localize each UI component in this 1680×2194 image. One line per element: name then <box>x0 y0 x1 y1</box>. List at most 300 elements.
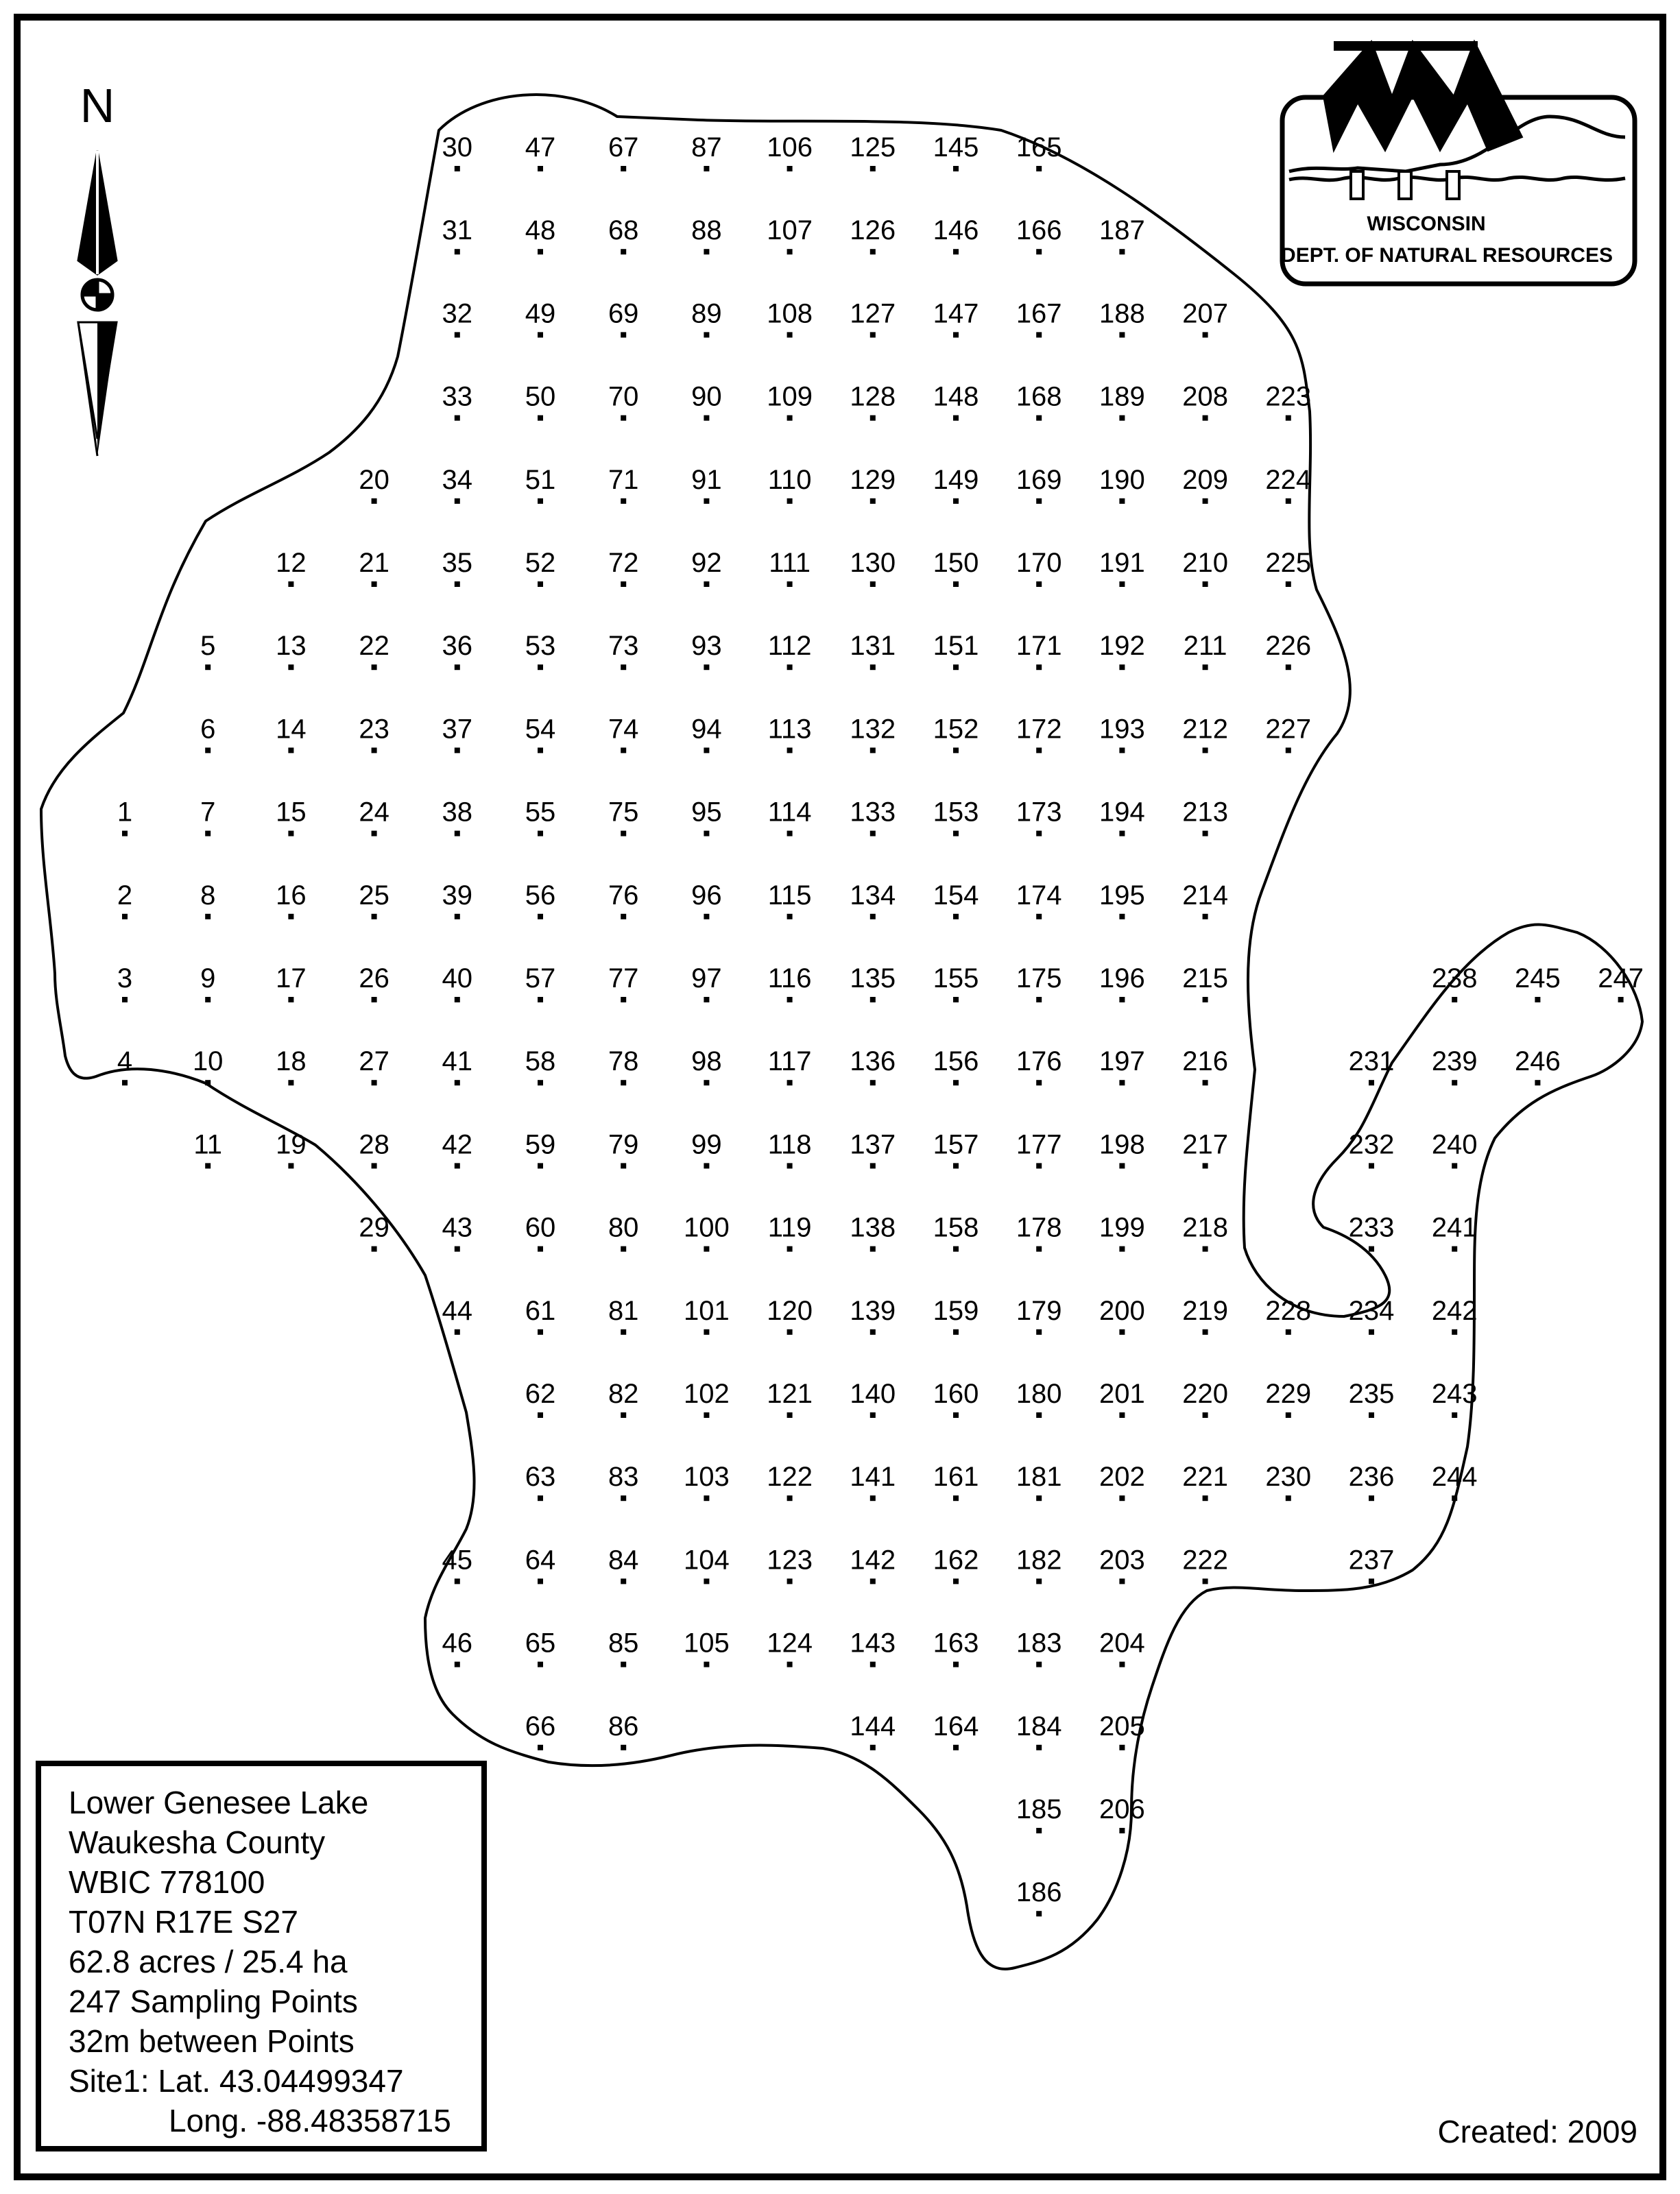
sampling-point-132 <box>850 714 896 753</box>
sampling-point-92 <box>691 548 722 587</box>
sampling-point-134 <box>850 880 896 919</box>
sampling-point-18 <box>276 1046 307 1085</box>
logo-agency-line1: WISCONSIN <box>1367 213 1486 235</box>
sampling-point-label: 158 <box>933 1212 979 1243</box>
sampling-point-label: 215 <box>1182 963 1228 993</box>
sampling-point-marker <box>372 1246 377 1252</box>
sampling-point-label: 157 <box>933 1129 979 1160</box>
sampling-point-label: 12 <box>276 548 307 578</box>
sampling-point-label: 212 <box>1182 714 1228 745</box>
sampling-point-57 <box>525 963 556 1002</box>
sampling-point-216 <box>1182 1046 1228 1085</box>
sampling-point-label: 143 <box>850 1628 896 1659</box>
sampling-point-marker <box>538 249 543 254</box>
sampling-point-marker <box>1203 415 1208 421</box>
sampling-point-marker <box>1369 1080 1374 1085</box>
sampling-point-marker <box>1203 914 1208 919</box>
sampling-point-154 <box>933 880 979 919</box>
sampling-point-label: 6 <box>200 714 216 745</box>
sampling-point-label: 231 <box>1348 1046 1395 1077</box>
sampling-point-marker <box>621 1412 626 1418</box>
sampling-point-16 <box>276 880 307 919</box>
sampling-point-marker <box>538 1080 543 1085</box>
sampling-point-marker <box>621 1662 626 1667</box>
sampling-point-167 <box>1016 298 1062 337</box>
lake-name: Lower Genesee Lake <box>69 1785 369 1820</box>
sampling-point-label: 186 <box>1016 1877 1062 1908</box>
sampling-point-label: 37 <box>442 714 473 745</box>
sampling-point-158 <box>933 1213 979 1252</box>
sampling-point-21 <box>359 548 389 587</box>
north-arrow <box>78 79 117 456</box>
sampling-point-label: 240 <box>1431 1129 1478 1160</box>
sampling-point-marker <box>953 1080 959 1085</box>
sampling-point-marker <box>1036 1495 1042 1501</box>
sampling-point-label: 40 <box>442 963 473 993</box>
sampling-point-165 <box>1016 132 1062 171</box>
sampling-point-marker <box>538 1745 543 1750</box>
sampling-point-marker <box>1369 1495 1374 1501</box>
sampling-point-label: 106 <box>767 132 813 162</box>
sampling-point-marker <box>621 914 626 919</box>
sampling-point-129 <box>850 465 896 504</box>
sampling-point-marker <box>870 1080 876 1085</box>
sampling-point-65 <box>525 1628 556 1667</box>
sampling-point-label: 122 <box>767 1462 813 1493</box>
sampling-point-27 <box>359 1046 389 1085</box>
sampling-point-100 <box>684 1213 730 1252</box>
sampling-point-219 <box>1182 1296 1228 1335</box>
sampling-point-label: 225 <box>1265 548 1312 578</box>
sampling-point-marker <box>1535 997 1540 1002</box>
sampling-point-marker <box>621 249 626 254</box>
sampling-point-label: 10 <box>192 1046 224 1077</box>
sampling-point-64 <box>525 1545 556 1584</box>
sampling-point-131 <box>850 631 896 670</box>
sampling-point-153 <box>933 797 979 836</box>
sampling-point-marker <box>538 1578 543 1584</box>
sampling-point-label: 246 <box>1515 1046 1561 1077</box>
sampling-point-marker <box>372 664 377 670</box>
sampling-point-130 <box>850 548 896 587</box>
sampling-point-66 <box>525 1711 556 1750</box>
sampling-point-marker <box>1119 831 1125 836</box>
sampling-point-marker <box>1036 1911 1042 1916</box>
sampling-point-155 <box>933 963 979 1002</box>
sampling-point-195 <box>1099 880 1145 919</box>
sampling-point-147 <box>933 298 979 337</box>
sampling-point-label: 33 <box>442 381 473 412</box>
sampling-point-label: 4 <box>117 1046 133 1077</box>
sampling-point-180 <box>1016 1379 1062 1418</box>
sampling-point-234 <box>1349 1296 1395 1335</box>
sampling-point-label: 152 <box>933 714 979 745</box>
sampling-point-label: 192 <box>1099 631 1145 662</box>
sampling-point-label: 94 <box>691 714 722 745</box>
sampling-point-marker <box>704 249 709 254</box>
sampling-point-101 <box>684 1296 730 1335</box>
sampling-point-185 <box>1016 1794 1062 1833</box>
sampling-point-marker <box>455 1080 460 1085</box>
sampling-point-marker <box>787 249 793 254</box>
sampling-point-36 <box>442 631 473 670</box>
sampling-point-17 <box>276 963 307 1002</box>
sampling-point-192 <box>1099 631 1145 670</box>
sampling-point-182 <box>1016 1545 1062 1584</box>
sampling-point-marker <box>205 1080 211 1085</box>
sampling-point-marker <box>288 997 293 1002</box>
sampling-point-33 <box>442 382 473 421</box>
sampling-point-marker <box>1286 747 1291 753</box>
sampling-point-label: 97 <box>691 963 722 993</box>
sampling-point-103 <box>684 1462 730 1501</box>
sampling-point-label: 205 <box>1099 1711 1145 1741</box>
sampling-point-label: 201 <box>1099 1379 1145 1409</box>
sampling-point-63 <box>525 1462 556 1501</box>
sampling-point-marker <box>870 498 876 504</box>
sampling-point-marker <box>288 747 293 753</box>
sampling-point-211 <box>1184 631 1227 670</box>
sampling-point-151 <box>933 631 979 670</box>
sampling-point-label: 42 <box>442 1129 473 1160</box>
sampling-point-label: 107 <box>767 215 813 246</box>
sampling-point-110 <box>768 465 812 504</box>
sampling-point-marker <box>1119 1495 1125 1501</box>
sampling-point-marker <box>1203 997 1208 1002</box>
sampling-point-marker <box>288 1163 293 1168</box>
sampling-point-label: 139 <box>850 1295 896 1326</box>
sampling-point-label: 27 <box>359 1046 389 1077</box>
sampling-point-label: 155 <box>933 963 979 993</box>
sampling-point-marker <box>1369 1329 1374 1335</box>
sampling-point-145 <box>933 132 979 171</box>
sampling-point-marker <box>455 581 460 587</box>
sampling-point-label: 146 <box>933 215 979 246</box>
sampling-point-label: 184 <box>1016 1711 1062 1741</box>
sampling-point-label: 55 <box>525 797 556 828</box>
sampling-point-178 <box>1016 1213 1062 1252</box>
sampling-point-45 <box>442 1545 473 1584</box>
sampling-point-label: 171 <box>1016 631 1062 662</box>
sampling-point-label: 220 <box>1182 1379 1228 1409</box>
sampling-point-marker <box>704 1662 709 1667</box>
sampling-point-label: 222 <box>1182 1545 1228 1576</box>
sampling-point-138 <box>850 1213 896 1252</box>
sampling-point-label: 227 <box>1265 714 1312 745</box>
sampling-point-38 <box>442 797 473 836</box>
sampling-point-117 <box>768 1046 812 1085</box>
sampling-point-marker <box>205 664 211 670</box>
sampling-point-marker <box>870 1578 876 1584</box>
sampling-point-label: 229 <box>1265 1379 1312 1409</box>
sampling-point-marker <box>704 1080 709 1085</box>
sampling-point-56 <box>525 880 556 919</box>
sampling-point-marker <box>1119 415 1125 421</box>
sampling-point-label: 16 <box>276 880 307 911</box>
sampling-point-176 <box>1016 1046 1062 1085</box>
sampling-point-marker <box>953 1662 959 1667</box>
sampling-point-94 <box>691 714 722 753</box>
sampling-point-171 <box>1016 631 1062 670</box>
sampling-point-label: 244 <box>1431 1462 1478 1493</box>
sampling-point-label: 156 <box>933 1046 979 1077</box>
sampling-point-label: 137 <box>850 1129 896 1160</box>
sampling-point-label: 195 <box>1099 880 1145 911</box>
sampling-point-marker <box>538 332 543 337</box>
sampling-point-222 <box>1182 1545 1228 1584</box>
sampling-point-label: 185 <box>1016 1794 1062 1824</box>
sampling-point-marker <box>621 747 626 753</box>
sampling-point-39 <box>442 880 473 919</box>
sampling-point-label: 164 <box>933 1711 979 1741</box>
sampling-point-73 <box>608 631 639 670</box>
sampling-point-2 <box>117 880 132 919</box>
sampling-point-144 <box>850 1711 896 1750</box>
sampling-point-marker <box>787 1412 793 1418</box>
sampling-point-label: 64 <box>525 1545 556 1576</box>
sampling-point-label: 167 <box>1016 298 1062 329</box>
sampling-point-marker <box>288 831 293 836</box>
sampling-point-203 <box>1099 1545 1145 1584</box>
sampling-point-marker <box>621 831 626 836</box>
sampling-point-marker <box>704 166 709 171</box>
sampling-point-201 <box>1099 1379 1145 1418</box>
sampling-point-marker <box>1203 747 1208 753</box>
sampling-point-marker <box>1119 664 1125 670</box>
sampling-point-marker <box>953 1163 959 1168</box>
sampling-point-marker <box>870 1662 876 1667</box>
sampling-point-marker <box>870 664 876 670</box>
sampling-point-label: 57 <box>525 963 556 993</box>
sampling-point-135 <box>850 963 896 1002</box>
sampling-point-marker <box>1119 914 1125 919</box>
sampling-point-label: 9 <box>200 963 216 993</box>
sampling-point-marker <box>1286 581 1291 587</box>
sampling-point-207 <box>1182 298 1228 337</box>
sampling-point-marker <box>870 581 876 587</box>
sampling-point-marker <box>953 415 959 421</box>
county: Waukesha County <box>69 1824 326 1860</box>
sampling-point-marker <box>704 1578 709 1584</box>
sampling-point-marker <box>704 415 709 421</box>
sampling-point-226 <box>1265 631 1311 670</box>
sampling-point-label: 51 <box>525 464 556 495</box>
sampling-point-157 <box>933 1129 979 1168</box>
sampling-point-83 <box>608 1462 639 1501</box>
sampling-point-marker <box>455 1163 460 1168</box>
sampling-point-label: 103 <box>684 1462 730 1493</box>
sampling-point-marker <box>870 166 876 171</box>
sampling-point-24 <box>359 797 389 836</box>
sampling-point-label: 206 <box>1099 1794 1145 1824</box>
north-label: N <box>80 79 115 132</box>
sampling-point-150 <box>933 548 979 587</box>
sampling-point-168 <box>1016 382 1062 421</box>
sampling-point-29 <box>359 1213 389 1252</box>
sampling-point-label: 177 <box>1016 1129 1062 1160</box>
sampling-point-marker <box>538 166 543 171</box>
sampling-point-label: 233 <box>1348 1212 1395 1243</box>
sampling-point-31 <box>442 215 473 254</box>
sampling-point-marker <box>953 664 959 670</box>
sampling-point-96 <box>691 880 722 919</box>
sampling-point-label: 138 <box>850 1212 896 1243</box>
sampling-point-170 <box>1016 548 1062 587</box>
sampling-point-label: 34 <box>442 464 473 495</box>
sampling-point-label: 62 <box>525 1379 556 1409</box>
sampling-point-marker <box>1036 498 1042 504</box>
sampling-point-228 <box>1265 1296 1311 1335</box>
sampling-point-label: 39 <box>442 880 473 911</box>
sampling-point-marker <box>455 914 460 919</box>
sampling-point-marker <box>372 831 377 836</box>
sampling-point-label: 26 <box>359 963 389 993</box>
sampling-point-label: 79 <box>608 1129 639 1160</box>
sampling-point-marker <box>787 747 793 753</box>
sampling-point-marker <box>787 166 793 171</box>
sampling-point-marker <box>870 1329 876 1335</box>
sampling-point-label: 217 <box>1182 1129 1228 1160</box>
sampling-point-label: 175 <box>1016 963 1062 993</box>
sampling-point-114 <box>768 797 812 836</box>
sampling-point-marker <box>953 747 959 753</box>
sampling-point-marker <box>538 415 543 421</box>
sampling-point-label: 188 <box>1099 298 1145 329</box>
sampling-point-237 <box>1349 1545 1395 1584</box>
sampling-point-marker <box>621 1163 626 1168</box>
sampling-point-marker <box>787 914 793 919</box>
sampling-point-marker <box>455 249 460 254</box>
sampling-point-marker <box>288 581 293 587</box>
sampling-point-label: 161 <box>933 1462 979 1493</box>
sampling-point-106 <box>767 132 813 171</box>
sampling-point-marker <box>538 997 543 1002</box>
sampling-point-marker <box>1036 747 1042 753</box>
sampling-point-label: 179 <box>1016 1295 1062 1326</box>
sampling-point-marker <box>953 1329 959 1335</box>
sampling-point-label: 110 <box>767 464 812 495</box>
sampling-point-122 <box>767 1462 813 1501</box>
sampling-point-label: 182 <box>1016 1545 1062 1576</box>
sampling-point-label: 223 <box>1265 381 1312 412</box>
sampling-point-label: 133 <box>850 797 896 828</box>
sampling-point-75 <box>608 797 639 836</box>
sampling-point-marker <box>953 581 959 587</box>
sampling-point-label: 165 <box>1016 132 1062 162</box>
sampling-point-12 <box>276 548 307 587</box>
sampling-point-marker <box>870 1495 876 1501</box>
sampling-point-88 <box>691 215 722 254</box>
sampling-point-label: 125 <box>850 132 896 162</box>
sampling-point-163 <box>933 1628 979 1667</box>
sampling-point-42 <box>442 1129 473 1168</box>
sampling-point-43 <box>442 1213 473 1252</box>
sampling-point-239 <box>1432 1046 1478 1085</box>
sampling-point-label: 98 <box>691 1046 722 1077</box>
sampling-point-52 <box>525 548 556 587</box>
sampling-point-7 <box>200 797 215 836</box>
sampling-point-label: 148 <box>933 381 979 412</box>
sampling-point-label: 239 <box>1431 1046 1478 1077</box>
sampling-point-label: 35 <box>442 548 473 578</box>
sampling-point-30 <box>442 132 473 171</box>
sampling-point-marker <box>122 831 128 836</box>
sampling-point-marker <box>1036 166 1042 171</box>
sampling-point-206 <box>1099 1794 1145 1833</box>
sampling-point-143 <box>850 1628 896 1667</box>
sampling-point-label: 90 <box>691 381 722 412</box>
sampling-point-marker <box>122 914 128 919</box>
sampling-point-212 <box>1182 714 1228 753</box>
sampling-point-label: 14 <box>276 714 307 745</box>
sampling-point-label: 86 <box>608 1711 639 1741</box>
sampling-point-label: 242 <box>1431 1295 1478 1326</box>
sampling-point-label: 198 <box>1099 1129 1145 1160</box>
sampling-point-label: 74 <box>608 714 639 745</box>
sampling-point-marker <box>704 1163 709 1168</box>
sampling-point-label: 50 <box>525 381 556 412</box>
sampling-point-marker <box>205 747 211 753</box>
sampling-point-marker <box>621 1329 626 1335</box>
sampling-point-label: 123 <box>767 1545 813 1576</box>
sampling-point-161 <box>933 1462 979 1501</box>
sampling-point-label: 163 <box>933 1628 979 1659</box>
lake-shoreline <box>41 95 1642 1969</box>
sampling-point-label: 28 <box>359 1129 389 1160</box>
sampling-point-label: 176 <box>1016 1046 1062 1077</box>
sampling-point-label: 70 <box>608 381 639 412</box>
sampling-point-label: 17 <box>276 963 307 993</box>
sampling-point-label: 236 <box>1348 1462 1395 1493</box>
sampling-point-label: 134 <box>850 880 896 911</box>
sampling-point-marker <box>1369 1246 1374 1252</box>
sampling-point-marker <box>455 166 460 171</box>
sampling-point-72 <box>608 548 639 587</box>
sampling-point-162 <box>933 1545 979 1584</box>
sampling-point-label: 63 <box>525 1462 556 1493</box>
sampling-point-label: 3 <box>117 963 133 993</box>
sampling-point-marker <box>1119 1828 1125 1833</box>
sampling-point-label: 53 <box>525 631 556 662</box>
sampling-point-220 <box>1182 1379 1228 1418</box>
sampling-point-label: 23 <box>359 714 389 745</box>
sampling-point-label: 129 <box>850 464 896 495</box>
sampling-point-label: 173 <box>1016 797 1062 828</box>
sampling-point-label: 29 <box>359 1212 389 1243</box>
sampling-point-label: 189 <box>1099 381 1145 412</box>
sampling-point-marker <box>1036 914 1042 919</box>
sampling-point-label: 169 <box>1016 464 1062 495</box>
sampling-point-label: 181 <box>1016 1462 1062 1493</box>
sampling-point-196 <box>1099 963 1145 1002</box>
sampling-point-label: 54 <box>525 714 556 745</box>
sampling-point-149 <box>933 465 979 504</box>
sampling-point-marker <box>953 1495 959 1501</box>
sampling-point-marker <box>953 498 959 504</box>
sampling-point-label: 82 <box>608 1379 639 1409</box>
sampling-point-marker <box>1286 498 1291 504</box>
sampling-point-marker <box>1452 1329 1457 1335</box>
sampling-point-230 <box>1265 1462 1311 1501</box>
sampling-point-marker <box>455 415 460 421</box>
sampling-point-marker <box>372 997 377 1002</box>
sampling-point-193 <box>1099 714 1145 753</box>
sampling-point-marker <box>953 332 959 337</box>
sampling-point-label: 178 <box>1016 1212 1062 1243</box>
sampling-point-marker <box>1369 1578 1374 1584</box>
points-count: 247 Sampling Points <box>69 1984 358 2019</box>
sampling-point-marker <box>1618 997 1624 1002</box>
